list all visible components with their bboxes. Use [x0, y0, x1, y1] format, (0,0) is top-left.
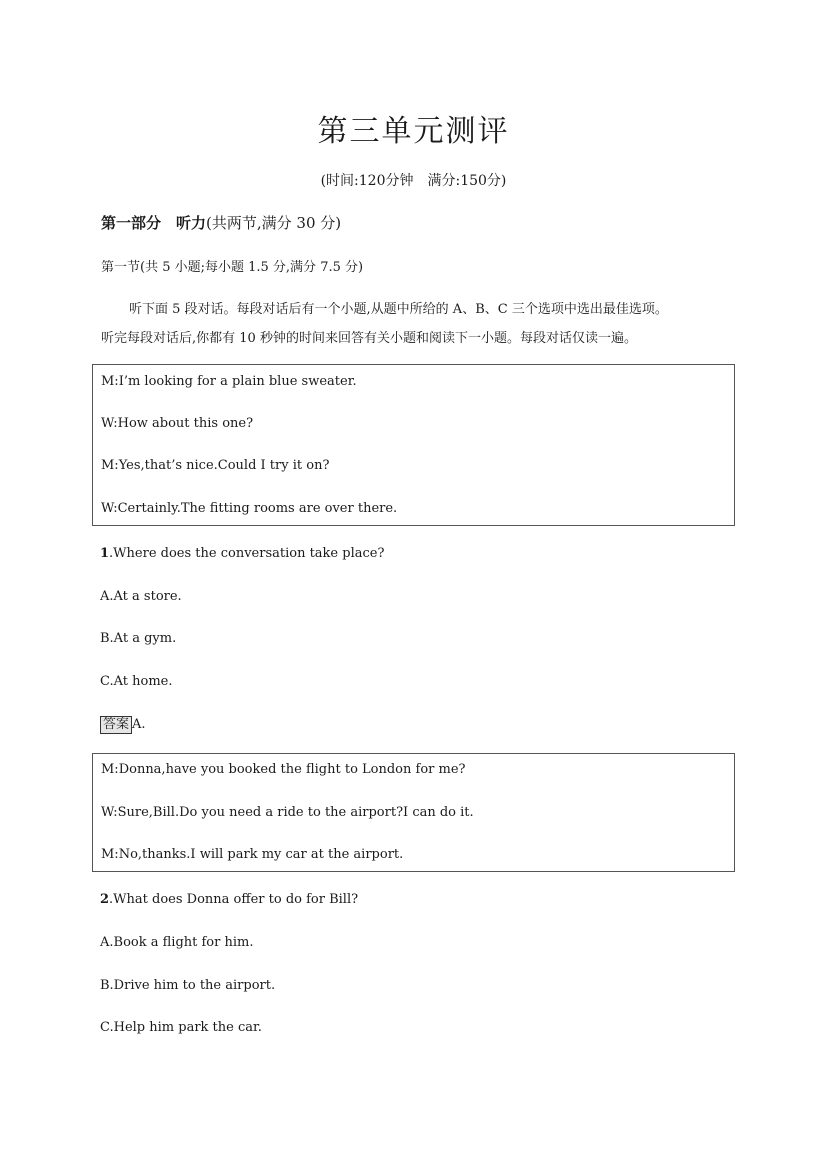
question-number: 2 [100, 892, 110, 907]
question-1 [100, 546, 384, 561]
part-heading-detail: (共两节,满分 30 分) [206, 214, 342, 232]
dialogue-line: M:No,thanks.I will park my car at the airport. [101, 847, 404, 862]
time-info: (时间:120分钟 满分:150分) [320, 173, 507, 189]
answer-label: 答案 [100, 716, 132, 734]
dialogue-line: M:Donna,have you booked the flight to London for me? [101, 762, 466, 777]
dialogue-line: M:Yes,that’s nice.Could I try it on? [101, 458, 330, 473]
question-number: 1 [100, 546, 110, 561]
dialogue-box-1 [92, 364, 735, 526]
question-text: .What does Donna offer to do for Bill? [109, 892, 359, 907]
question-text: .Where does the conversation take place? [109, 546, 385, 561]
question-2 [100, 892, 358, 907]
dialogue-box-2 [92, 753, 735, 872]
option-b: B.Drive him to the airport. [100, 978, 276, 993]
page-title: 第三单元测评 [317, 114, 510, 149]
option-a: A.Book a flight for him. [100, 935, 254, 950]
part-heading-title: 第一部分 听力 [101, 214, 207, 232]
option-c: C.Help him park the car. [100, 1020, 262, 1035]
option-a: A.At a store. [100, 589, 182, 604]
option-b: B.At a gym. [100, 631, 177, 646]
answer-value: A. [132, 717, 146, 732]
instruction-line-2: 听完每段对话后,你都有 10 秒钟的时间来回答有关小题和阅读下一小题。每段对话仅读一遍。 [101, 331, 637, 346]
dialogue-line: M:I’m looking for a plain blue sweater. [101, 374, 357, 389]
answer-row [100, 716, 146, 734]
part-heading [101, 212, 341, 233]
dialogue-line: W:Certainly.The fitting rooms are over there. [101, 501, 398, 516]
option-c: C.At home. [100, 674, 173, 689]
dialogue-line: W:Sure,Bill.Do you need a ride to the airport?I can do it. [101, 805, 474, 820]
dialogue-line: W:How about this one? [101, 416, 254, 431]
section-heading: 第一节(共 5 小题;每小题 1.5 分,满分 7.5 分) [101, 260, 364, 275]
instruction-line-1: 听下面 5 段对话。每段对话后有一个小题,从题中所给的 A、B、C 三个选项中选出最佳选项。 [129, 302, 668, 317]
